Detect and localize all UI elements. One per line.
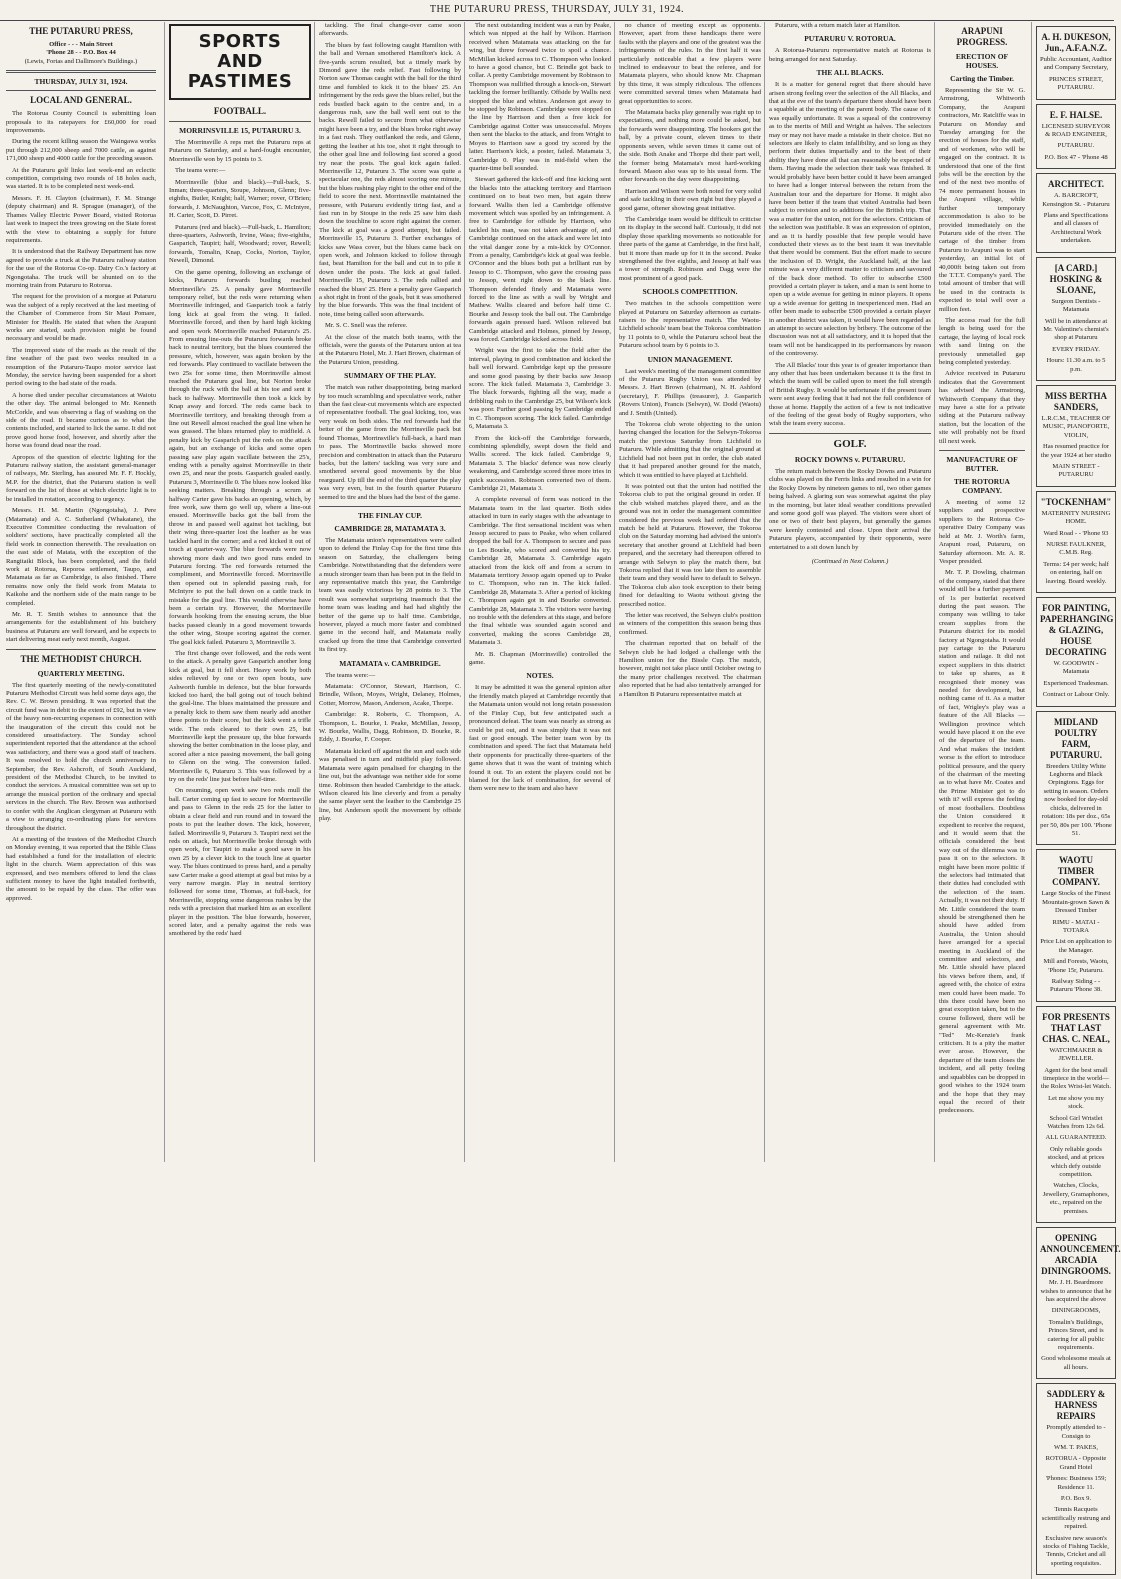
news-paragraph: The Matamata union's representatives were called upon to defend the Finlay Cup for the first time this season on Saturday, the challengers being Cambridge. Notwithstanding that the defenders were a much stronger team than has been put in the field in any representative match this year, the Cambridge team was easily victorious by 28 points to 3. The result was somewhat surprising inasmuch that the home team was leading and had had slightly the better of the game up to half time. Cambridge, however, played a much more faster and combined game in the second half, and Matamata really cracked up from the time that Cambridge converted its first try. (319, 536, 461, 654)
football-heading: FOOTBALL. (213, 106, 267, 116)
local-news (6, 110, 156, 644)
teams-line: MATAMATA v. CAMBRIDGE. (339, 658, 441, 668)
news-paragraph: A complete reversal of form was noticed in the Matamata team in the last quarter. Both sides attacked in turn in early stages with the advantage to Cambridge. The first sensational incident was when Jessop secured to pass to Peake, who when collared dropped the ball for A. Thompson to secure and pass to Les Bourke, who scored and converted his try. Cambridge 28, Matamata 3. Cambridge again attacked from the kick off and from a scrum in Matamata territory Jessop again opened up to Peake to C. Thompson, who ran in. The kick failed. Cambridge 28, Matamata 3. After a period of kicking C. Thompson again got in and Bourke converted. Cambridge 28, Matamata 3. The visitors were having no trouble with the defenders at this stage, and before the final whistle was sounded again scored and converted, making the scores Cambridge 28, Matamata 3. (469, 496, 611, 647)
news-paragraph: The next outstanding incident was a run by Peake, which was nipped at the half by Wilson. Harrison received when Matamata was attacking on the far wing, but threw forward twice to spoil a chance. McMillan kicked across to C. Thompson who looked to have a good chance, but C. Brindle got back to collar. A pretty Cambridge movement by Robinson to Thompson was nullified through a knock-on, Stewart tackling the former brilliantly. Offside by Wallis next stopped the blue and whites. Anderson got away to be stopped by Robinson. Cambridge were stopped on the line by Harrison and then a free kick for Cambridge against Cotter was unsuccessful. Moyes then sent the blacks to the attack, and from Wright to Moyes to Harrison saw a good try scored by the latter. Harrison's kick, a poster, failed. Matamata 3, Cambridge 0. Play was in mid-field when the quarter-time bell sounded. (469, 22, 611, 172)
news-paragraph: Advice received in Putaruru indicates that the Government has advised the Armstrong, Whitworth Company that they may have a site for a private siding at the Putaruru railway station, but the location of the site will probably not be fixed till next week. (939, 370, 1025, 445)
news-paragraph: Messrs. H. M. Martin (Ngongotaha), J. Pere (Matamata) and A. C. Sutherland (Whakatane), the Executive Committee conducting the revaluation of soldiers' sections, have practically completed all the field work in connection therewith. The revaluation on the east side of Matata, with the exception of the Rangitaiki Block, has been completed, and the field work at Rotorua, Reporoa settlement, Taupo, and Matamata as far as Cambridge, is also finished. There remains now only the field work from Matata to Kaikohe and the northern side of the main range to be completed. (6, 507, 156, 607)
rotorua-heading: PUTARURU V. ROTORUA. (804, 34, 896, 44)
news-paragraph: The request for the provision of a morgue at Putaruru was the subject of a reply received at the last meeting of the Chamber of Commerce from Sir Maui Pomare, Minister for Health. He stated that when the Arapuni works are started, such provision might be found necessary and would be made. (6, 293, 156, 343)
notes-heading: NOTES. (526, 671, 554, 681)
news-paragraph: Putaruru, with a return match later at Hamilton. (775, 22, 901, 29)
news-paragraph: On the game opening, following an exchange of kicks, Putaruru forwards bustling reached Morrinsville's 25. A penalty gave Morrinsville temporary relief, but the reds were returning when Morrinsville infringed, and Gasparich took a fairly long kick at goal from the wing. It failed. Morrinsville forced, and then by hard high kicking and open work Morrinsville reached Putaruru's 25. From ensuing line-outs the Putaruru forwards broke back to neutral territory, but the blues countered the pressure, which, however, was again broken by the red forwards. Play continued to vacillate between the two 25s for some time, then Morrinsville almost reached the Putaruru goal line, but Norton broke through the ruck with the ball at his toe and sent it back to halfway. Morrinsville then took a kick by Knap away and forced. The reds came back to Morrinsville territory, and breaking through from a line out Rewell almost reached the goal line when he was grassed. The blues returned play to midfield. A penalty kick by Gasparich put the reds on the attack again, but an exchange of kicks and some open passing saw play again vacillate between the 25's, ending with a penalty against Morrinsville in their own 25, and near the posts. Gasparich goaled easily. Putaruru 3, Morrinsville 0. The blues now looked like seeking matters. Breaking through a scrum at halfway Carter gave his backs an opening, which, by free work, saw them go well up, where a line-out ensued. Morrinsville backs got the ball from the throw in and passed well against hot tackling, but their wing three-quarter lost the leather as he was tackled hard in the corner; and a red kicked it out of touch at quarter-way. The blue forwards were now showing more dash and two good runs ended in Putaruru forcing. The red forwards returned the compliment, and Morrinsville forced. Morrinsville then opened out in splendid passing rush, for McIntyre to put the ball down on a cattle track in mistake for the goal line. This would otherwise have been a certain try. However, the Morrinsville forwards hooking from the ensuing scrum, the blue backs passed cleanly in a good movement towards the other wing, Stoupe scoring against the corner. The goal kick failed. Putaruru 3, Morrinsville 3. (169, 268, 311, 646)
ad-block: [A CARD.] HOSKING & SLOANE, Surgeon Dentists - Matamata Will be in attendance at Mr. Valentine's chemist's shop at Putaruru EVERY FRIDAY. Hours: 11.30 a.m. to 5 p.m. (1036, 257, 1116, 381)
ads-column (1031, 22, 1121, 1579)
news-paragraph: It is understood that the Railway Department has now agreed to provide a truck at the Putaruru railway station for the use of the Rotorua Co-op. Dairy Co.'s factory at Ngongotaha. The truck will be shunted on to the morning train from Putaruru to Rotorua. (6, 248, 156, 289)
news-paragraph: At a meeting of the trustees of the Methodist Church on Monday evening, it was reported that the Bible Class had established a fund for the installation of electric light in the church. Warm appreciation of this was expressed, and two members offered to lend the class sufficient money to have the light installed forthwith, the amount to be repaid by the class. The offer was approved. (6, 835, 156, 902)
news-paragraph: The blues by fast following caught Hamilton with the ball and Vernan smothered Hamilton's kick. A five-yards scrum resulted, but a timely mark by Dimond gave the reds relief. Fast following by Norton saw Thomas caught with the ball for the third time and fumbled to kick it to the blues' 25. An infringement by the reds gave the blues relief, but the reds bustled back again to the centre and, in a dangerous rush, saw the ball well sent out to the backs. Rewell failed to secure from what otherwise might have been a try, and the blues broke right away in a fast rush. They outflanked the reds, and Glenn, getting the leather at his toe, shot it right through to the other goal line and following fast scored a good try near the posts. The goal kick again failed. Morrinsville 12, Putaruru 3. The score was quite a spectacular one, the reds almost scoring one minute, but the blues rushing play right to the other end of the field to score the next. Morrinsville maintained the pressure, with Putaruru evidently tiring fast, and a fast run in by Stoupe in the reds 25 saw him dash down the touchline to score right against the corner. The kick at goal was a good attempt, but failed. Morrinsville 15, Putaruru 3. Further exchanges of kicks saw Wass cover, but the blues came back on open work, and Johnson kicked to follow through fast, beat Hamilton for the ball and cut in to pile it down under the posts. The kick at goal failed. Morrinsville 15, Putaruru 3. The reds rallied and reached the blues' 25. Here a penalty gave Gasparich a shot right in front of the goals, but it was smothered by the blue forwards. This was the final incident of note, time being called soon afterwards. (319, 41, 461, 318)
news-paragraph: From the kick-off the Cambridge forwards, combining splendidly, swept down the field and Wallis scored. The kick failed. Cambridge 9, Matamata 3. The blacks' defence was now clearly weakening, and Cambridge scored three more tries in quick succession. Robinson converted two of them. Cambridge 21, Matamata 3. (469, 434, 611, 492)
news-paragraph: The improved state of the roads as the result of the fine weather of the past two weeks resulted in a resumption of the Putaruru-Taupo motor service last Monday, the service having been suspended for a short period owing to the bad state of the roads. (6, 346, 156, 388)
date-line: THURSDAY, JULY 31, 1924. (34, 77, 128, 87)
news-paragraph: Last week's meeting of the management committee of the Putaruru Rugby Union was attended by Messrs. J. Hart Brown (chairman), N. H. Ashford (secretary), F. Phillips (treasurer), J. Gasparich (Rovers Union), Francis (Selwyn), W. Dodd (Waotu) and J. Smith (United). (619, 367, 761, 417)
news-paragraph: Putaruru (red and black).—Full-back, L. Hamilton; three-quarters, Ashworth, Irvine, Wass; five-eighths, Gasparich, Taupiri; half, Woodward; rover, Rewell; forwards, Tomalin, Knap, Cocks, Norton, Taylor, Newell, Dimond. (169, 223, 311, 265)
news-paragraph: Harrison and Wilson were both noted for very solid and safe tackling in their own right but they played a good game, oftener showing great initiative. (619, 187, 761, 212)
ad-block: E. F. HALSE. LICENSED SURVEYOR & ROAD ENGINEER, PUTARURU. P.O. Box 47 - 'Phone 48 (1036, 104, 1116, 170)
news-paragraph: The Matamata backs play generally was right up to expectations, and nothing more could be asked, but the forwards were disappointing. The hookers got the ball, by a private count, eleven times to their opponents seven, while seven times it came out of the side. Both Anake and Thorpe did their part well, the former being Matamata's most hard-working forward. Mason also was up to his usual form. The other forwards on the day were disappointing. (619, 109, 761, 184)
golf-heading: GOLF. (833, 437, 867, 450)
ad-block: ARCHITECT. A. BARCROFT, Kensington St. - Putaruru Plans and Specifications and all classes of Architectural Work undertaken. (1036, 173, 1116, 252)
news-paragraph: Two matches in the schools competition were played at Putaruru on Saturday afternoon as curtain-raisers to the representative match. The Waotu-Lichfield schools' team beat the Tokoroa combination by 11 points to 0, while the Putaruru school beat the Putaruru school team by 6 points to 3. (619, 300, 761, 350)
divider (6, 90, 156, 91)
divider (939, 450, 1025, 451)
news-paragraph: Representing the Sir W. G. Armstrong, Whitworth Company, the Arapuni contractors, Mr. Ratcliffe was in Putaruru on Monday and Tuesday arranging for the erection of houses for the staff, and of workmen, who will be engaged on the contract. It is understood that one of the first jobs will be the erection by the end of the next two months of 74 more permanent houses in the Arapuni village, while further temporary accommodation is also to be provided immediately on the Putaruru side of the river. The cartage of the timber from Putaruru to Arapuni was to start yesterday, an initial lot of 40,000ft being taken out from the T.T.T. Company's yard. The total amount of timber that will be used in the contracts is expected to total well over a million feet. (939, 87, 1025, 313)
arapuni-subheading-2: Carting the Timber. (950, 74, 1014, 83)
divider (169, 121, 311, 122)
union-heading: UNION MANAGEMENT. (647, 354, 733, 364)
news-paragraph: The access road for the full length is being used for the cartage, the laying of local rock with sand lining on the previously unmetalled gap being completed yesterday. (939, 316, 1025, 366)
news-paragraph: Cambridge: R. Roberts, C. Thompson, A. Thompson, L. Bourke, I. Peake, McMillan, Jessop, W. Bourke, Wallis, Dagg, Robinson, D. Bourke, R. Eddy, J. Bourke, F. Cooper. (319, 711, 461, 744)
column-6 (764, 22, 935, 1162)
butter-heading: MANUFACTURE OF BUTTER. (946, 455, 1018, 474)
local-heading: LOCAL AND GENERAL. (30, 95, 132, 106)
column-3 (314, 22, 465, 1162)
news-paragraph: It is a matter for general regret that there should have arisen strong feeling over the selection of the All Blacks, and that at the eve of the team's departure there should have been a squabble at the meeting of the parent body. The cause of it was equally unfortunate. It was a squeal of the controversy as to the merits of Mill and Wright as halves. The selectors may or may not have made a mistake in their choice. But no selectors are likely to claim infallibility, and so long as they perform their duties impartially and to the best of their ability they have done all that can reasonably be expected of them. Having made the selection their task was finished. It would probably have been better could it have been arranged to have had a longer interval between the return from the Australian tour and the departure for Home. It might also have been better if the team that visited Australia had been subject to revision and to additions for the British trip. That was a matter for the union, not for the selectors. Criticism of the selection was justifiable. It was an expression of opinion, and as it is hardly possible that few people would have conducted their views as to the best team it was inevitable that there would be comment. But the effort made to secure the inclusion of D. Wright, the Auckland half, at the last minute was a very different matter to criticism and savoured of the back door method. To offer to subscribe £500 provided a certain player is taken, and a man is sent home to open up a wide avenue for getting in minor players. It opens up a wide avenue for getting in inexperienced men. Had an offer been made to subscribe £500 provided a certain player in another district was taken, it would have been regarded as an attempt to secure selection by bribery. The outcome of the discussion was not at all satisfactory, and it is hoped that the team will not be handicapped in its performances by reason of the controversy. (769, 81, 931, 358)
partners-line: (Lewis, Fortas and Dallimore's Buildings.) (24, 57, 138, 65)
news-paragraph: no chance of meeting except as opponents. However, apart from these handicaps there were faults with the players and one of the greatest was the infringements of the rules. In the first half it was particularly noticeable that a few players were inclined to endeavour to beat the referee, and for Matamata players, who should know Mr. Chapman by this time, it was simply ridiculous. The offences were committed several times when Matamata had great opportunities to score. (619, 22, 761, 105)
news-paragraph: During the recent killing season the Waingawa works put through 212,000 sheep and 7000 cattle, as against 171,000 sheep and 4000 cattle for the preceding season. (6, 138, 156, 163)
news-paragraph: The match was rather disappointing, being marked by too much scrambling and speculative work, rather than the fast clear-cut movements which are expected of representative football. The goal kicking, too, was very weak on both sides. The red forwards had the better of the game from the Morrinsville pack but found Thomas, Morrinsville's full-back, a hard man to pass. The Morrinsville backs showed more precision and combination in attack than the Putaruru backs, but the latters' tackling was very sure and smothered several good movements by the blue rearguard. Up till the end of the third quarter the play was very even, but in the fourth quarter Putaruru seemed to tire and the blues had the best of the game. (319, 384, 461, 501)
ad-block: MISS BERTHA SANDERS, L.R.C.M., TEACHER OF MUSIC, PIANOFORTE, VIOLIN, Has resumed practice for the year 1924 at her studio MAIN STREET - PUTARURU (1036, 385, 1116, 487)
news-paragraph: The Cambridge team would be difficult to criticise on its display in the second half. Curiously, it did not display those sparkling movements so noticeable for three parts of the game at Cambridge, in the first half, but it more than made up for it in the second. Peake strengthened the five eighths, and Jessop at half was a tower of strength. Robinson and Dagg were the most prominent of a good pack. (619, 215, 761, 282)
news-paragraph: Morrinsville (blue and black).—Full-back, S. Inman; three-quarters, Stoupe, Johnson, Glenn; five-eighths, Butler, Knight; half, Warner; rover, O'Brien; forwards, J. McNaughton, Varcoe, Fox, C. McIntyre, H. Carter, Scott, D. Pirret. (169, 178, 311, 220)
golf-match-line: ROCKY DOWNS v. PUTARURU. (794, 454, 906, 464)
paper-name: THE PUTARURU PRESS, (29, 26, 133, 36)
news-paragraph: Apropos of the question of electric lighting for the Putaruru railway station, the assistant general-manager of railways, Mr. Sterling, has assured Mr. F. F. Hockly, M.P. for the district, that the Putaruru station is well forward on the list of those at which electric light is to be installed in rotation, according to urgency. (6, 453, 156, 503)
news-paragraph: tackling. The final change-over came soon afterwards. (319, 22, 461, 38)
column-7-inner (939, 22, 1121, 1579)
news-paragraph: The All Blacks' tour this year is of greater importance than any other that has been undertaken because it is the first in which the team will be called upon to meet the full strength of British Rugby. It would be unfortunate if the present team were sent away feeling that it had not the full confidence of those at home. Happily the action of a few is not indicative of the feeling of the great body of Rugby supporters, who wish the team every success. (769, 361, 931, 428)
news-paragraph: The teams were:— (175, 167, 226, 175)
news-paragraph: Mr. B. Chapman (Morrinsville) controlled the game. (469, 650, 611, 667)
match-line: MORRINSVILLE 15, PUTARURU 3. (179, 126, 301, 135)
news-paragraph: Mr. T. P. Dowling, chairman of the company, stated that there would still be a further payment of 1s per butterfat received during the past season. The company was willing to take cream supplies from the Putaruru district for its model factory at Ngongotaha. It would pay cartage to the Putaruru station and railage. It did not expect suppliers in this district to take up shares, as it recognised their money was needed for development, but nothing came of it. As a matter of fact, Wrigley's play was a feature of the All Blacks — Wellington province which would have placed it on the eve of the departure of the team. And what makes the incident worse is the effort to introduce political pressure, and the query of the chairman of the meeting as to what have Mr. Coates and the Prime Minister got to do with it? will express the feeling of most footballers. Doubtless the Union considered it expedient to receive the request, and it would seem that the officials considered the best way out of the dilemma was to pass it on to the selectors. It might have been more politic if the selectors had intimated that their duties had concluded with the selection of the team. Actually, it was not their duty. If Mr. Little considered the team should be strengthened then he should have added from Australia, the Union should have arranged for a special meeting in Auckland of the committee and selectors, and Mr. Little should have placed his views before them, and, if agreed with, the choice of extra men could have been made. To this there could have been no great exception taken, but to the course followed, there will be general agreement with Mr. "Ted" Mc-Kenzie's frank criticism. It is a pity the matter ever arose. However, the departure of the team closes the incident, and all petty feeling and squabbles can be dropped in good wishes to the 1924 team and the hope that they may equal the record of their predecessors. (939, 569, 1025, 1115)
divider (6, 70, 156, 73)
divider (769, 433, 931, 434)
arapuni-subheading: ERECTION OF HOUSES. (955, 52, 1009, 70)
column-2 (164, 22, 315, 1162)
ad-block: A. H. DUKESON, Jun., A.F.A.N.Z. Public Accountant, Auditor and Company Secretary, PRINCES STREET, PUTARURU. (1036, 26, 1116, 100)
column-4 (464, 22, 615, 1162)
ad-block: OPENING ANNOUNCEMENT. ARCADIA DININGROOMS. Mr. J. H. Beardmore wishes to announce that he has acquired the above DININGROOMS, Tomalin's Buildings, Princes Street, and is catering for all public requirements. Good wholesome meals at all hours. (1036, 1227, 1116, 1379)
news-paragraph: At the Putaruru golf links last week-end an eclectic competition, comprising two rounds of 18 holes each, was started. It is to be completed next week-end. (6, 166, 156, 191)
office-line: Office - - - Main Street (49, 41, 113, 48)
ad-block: SADDLERY & HARNESS REPAIRS Promptly attended to - Consign to WM. T. PAKES, ROTORUA - Opposite Grand Hotel 'Phones: Business 159; Residence 11. P.O. Box 9. Tennis Racquets scientifically restrung and repaired. Exclusive new season's stocks of Fishing Tackle, Tennis, Cricket and all sporting requisites. (1036, 1383, 1116, 1575)
news-paragraph: The letter was received, the Selwyn club's position as winners of the competition this season being thus confirmed. (619, 612, 761, 636)
news-paragraph: Mr. S. C. Snell was the referee. (325, 322, 408, 330)
schools-heading: SCHOOLS COMPETITION. (642, 287, 738, 297)
column-1 (6, 22, 160, 1162)
news-paragraph: A meeting of some 12 suppliers and prospective suppliers to the Rotorua Co-operative Dairy Company was held at Mr. J. Worth's farm, Arapuni road, Putaruru, on Saturday afternoon. Mr. A. R. Vesper presided. (939, 499, 1025, 565)
ad-block: WAOTU TIMBER COMPANY. Large Stocks of the Finest Mountain-grown Sawn & Dressed Timber RIMU - MATAI - TOTARA Price List on application to the Manager. Mill and Forests, Waotu, 'Phone 15r, Putaruru. Railway Siding - - Putaruru 'Phone 38. (1036, 849, 1116, 1001)
news-paragraph: A Rotorua-Putaruru representative match at Rotorua is being arranged for next Saturday. (769, 47, 931, 63)
news-paragraph: Stewart gathered the kick-off and fine kicking sent the blacks into the attacking territory and Harrison continued on to beat two men, but again threw forward. Wallis then led a Cambridge offensive movement which was spoiled by an infringement. A free to Cambridge for offside by Harrison, who tackled his man, was not taken advantage of, and Cambridge continued on the attack and were let into the vital danger zone by a mis-kick by O'Connor. From a penalty, Cambridge's kick at goal was feeble. O'Connor and the blues both put a brilliant run by Jessop to C. Thompson, who gave the crossing pass to Jessop, went right down to the black line. Thompson defended finely and Matamata were forced to the line as with a wall by Wright and Mathew. Wallis cleared and before half time C. Bourke and Jessop took the ball out. The Cambridge forwards again pressed hard. Wilson relieved but Cambridge attacked and Holmes, pinned by Jessop, was forced. Cambridge kicked across field. (469, 176, 611, 344)
column-7 (934, 22, 1121, 1567)
news-paragraph: Matamata kicked off against the sun and each side was penalised in turn and midfield play followed. Matamata were again penalised for charging in the line out, but the advantage was neither side for some time. Robinson then headed Cambridge to the attack. Wilson cleared his line cleverly and from a penalty the same player sent the leather to the Cambridge 25 line, but Anderson spoilt the movement by offside play. (319, 747, 461, 823)
news-paragraph: At the close of the match both teams, with the officials, were the guests of the Putaruru union at tea at the Putaruru Hotel, Mr. J. Hart Brown, chairman of the Putaruru Union, presiding. (319, 333, 461, 366)
methodist-subheading: QUARTERLY MEETING. (37, 668, 125, 678)
news-paragraph: It was pointed out that the union had notified the Tokoroa club to put the original ground in order. If the club wished matches played there, and as the ground was not in order the management committee considered the previous week had ordered that the match be held at Putaruru. However, the Tokoroa club on the Saturday morning had advised the union's secretary that another ground at Lichfield had been prepared, and the secretary had thereupon offered to arrange with Selwyn to play the match there, but Tokoroa replied that it was too late then to assemble their team and they would have to default to Selwyn. The Tokoroa club also took exception to their being fined for defaulting to Waotu without giving the prescribed notice. (619, 482, 761, 608)
summary-heading: SUMMARY OF THE PLAY. (344, 371, 436, 381)
arapuni-heading: ARAPUNI PROGRESS. (956, 26, 1008, 47)
news-paragraph: It may be admitted it was the general opinion after the friendly match played at Cambridge recently that the Matamata union would not long retain possession of the Finlay Cup, but few anticipated such a pronounced defeat. The team was nearly as strong as could be put out, and it was simply that it was not fast or good enough. The better team won by its combination and speed. The fact that Matamata held their opponents for practically three-quarters of the game shows that it was the want of training which found it out. To an extent the players could not be blamed for the lack of combination, for several of them were new to the team and also have (469, 684, 611, 793)
news-paragraph: Mr. R. T. Smith wishes to announce that the arrangements for the establishment of his butchery business at Putaruru are well forward, and he expects to start delivering meat early next month, August. (6, 610, 156, 644)
news-paragraph: On resuming, open work saw two reds mull the ball. Carter coming up fast to secure for Morrinsville and pass to Glenn in the reds 25 for the latter to obtain a clear field and run round and in toward the posts to put the leather down. The kick, however, failed. Morrinsville 9, Putaruru 3. Taupiri next set the reds on attack, but Morrinsville broke through with open work, for Taupiri to make a good save in his own 25 by a clever kick to the touch line at quarter way. The blues continued to press hard, and a penalty saw Carter make a good attempt at goal but miss by a very narrow margin. Play in neutral territory followed for some time, Thomas, at full-back, for Morrinsville, stopping some dangerous rushes by the reds with a precision that marked him as an excellent player in the position. The blue forwards, however, scored later, and a penalty against the reds was smothered by the reds' hard (169, 787, 311, 938)
ad-block: MIDLAND POULTRY FARM, PUTARURU. Breeders Utility White Leghorns and Black Orpingtons. Eggs for setting in season. Orders now booked for day-old chicks, delivered in rotation: 18s per doz., 65s per 50, 80s per 100. 'Phone 51. (1036, 711, 1116, 846)
methodist-heading: THE METHODIST CHURCH. (20, 653, 142, 664)
news-paragraph: The chairman reported that on behalf of the Selwyn club he had lodged a challenge with the Hamilton union for the Bissle Cup. The match, however, might not take place until October owing to the many prior challenges received. The chairman also reported that he had also tentatively arranged for a Hamilton B Putaruru representative match at (619, 640, 761, 698)
news-paragraph: Messrs. F. H. Clayton (chairman), F. M. Strange (deputy chairman) and R. Sprague (manager), of the Thames Valley Electric Power Board, visited Rotorua last week to inspect the trees growing on the State forest with the view to obtaining a supply for future requirements. (6, 194, 156, 244)
sports-title: SPORTS AND PASTIMES (169, 24, 311, 100)
news-paragraph: Wright was the first to take the field after the interval, playing in good combination and kicked the ball well forward. Cambridge kept up the pressure and some good passing by their backs saw Jessop score. The kick failed. Matamata 3, Cambridge 3. The black forwards, fighting all the way, made a dribbling rush to the Cambridge 25, but Wilson's kick was poor. Further good passing by Cambridge ended in C. Thompson scoring. The kick failed. Cambridge 6, Matamata 3. (469, 347, 611, 431)
news-paragraph: The first quarterly meeting of the newly-constituted Putaruru Methodist Circuit was held some days ago, the Rev. C. W. Brown presiding. It was reported that the circuit fund was in debit to the extent of £92, but in view of the heavy non-recurring expenses in connection with the inauguration of the circuit this could not be considered unsatisfactory. The Sunday school superintendent reported that the attendance at the school was satisfactory, and there was a good staff of teachers. It was resolved to hold the church anniversary in September, the Rev. Ashcroft, of South Auckland, president of the Methodist Church, to be invited to conduct the services. A musical committee was set up to arrange the musical portion of the ordinary and special services in the church. The Rev. Brown was authorised to confer with the Anglican clergyman at Putaruru with a view to arranging co-ordinating plans for services throughout the district. (6, 681, 156, 832)
news-subcolumn (939, 22, 1025, 1579)
news-paragraph: The first change over followed, and the reds went to the attack. A penalty gave Gasparich another long kick at goal, but it fell short. Heavy work by both sides relieved by one or two open bouts, saw Ashworth fumble in defence, but the blue forwards kicked too hard, the ball going out of touch behind the goal-line. The blues maintained the pressure and a penalty kick to them saw them nearly add another three points to their score, but the kick went a trifle wide. The reds cleared to their own 25, but Morrinsville kept the pressure up, the blue forwards showing the better combination in the loose play, and scored after a nice passing movement, the ball going to Glenn on the wing. The conversion failed. Morrinsville 6, Putaruru 3. This was followed by a try on the reds' line just before half-time. (169, 649, 311, 784)
news-paragraph: Matamata: O'Connor, Stewart, Harrison, C. Brindle, Wilson, Moyes, Wright, Delaney, Holmes, Cotter, Morrow, Mason, Anderson, Acake, Thorpe. (319, 683, 461, 707)
column-5 (614, 22, 765, 1162)
phone-line: 'Phone 28 - - P.O. Box 44 (46, 49, 116, 57)
divider (6, 649, 156, 650)
news-paragraph: A horse died under peculiar circumstances at Waiotu the other day. The animal belonged to Mr. Kenneth McCorkle, and was observing a flag of washing on the side of the road. It became curious as to what the contents included, and started to lick the same. It did not prove good horse food, however, and shortly after the horse was found dead near the road. (6, 391, 156, 450)
ad-block: FOR PAINTING, PAPERHANGING & GLAZING, HOUSE DECORATING W. GOODWIN - Matamata Experienced Tradesman. Contract or Labour Only. (1036, 597, 1116, 707)
butter-subheading: THE ROTORUA COMPANY. (954, 477, 1010, 496)
news-paragraph: The Rotorua County Council is submitting loan proposals to its ratepayers for £60,000 for road improvements. (6, 110, 156, 135)
divider (319, 506, 461, 507)
news-paragraph: The return match between the Rocky Downs and Putaruru clubs was played on the Ferris links and resulted in a win for the Rocky Downs by nineteen games to nil, two other games being halved. A glaring sun was somewhat against the play in the morning, but later ideal weather conditions prevailed and some good golf was played. The visitors were short of one or two of their best players, but generally the games were keenly contested and close. Upon their arrival the Putaruru players, accompanied by their opponents, were entertained to a sit down lunch by (769, 467, 931, 551)
news-paragraph: The Tokoroa club wrote objecting to the union having changed the location for the Selwyn-Tokoroa match the previous Saturday from Lichfield to Putaruru. While admitting that the original ground at Lichfield had not been put in order, the club stated that it had prepared another ground for the match, which it was entitled to have played at Lichfield. (619, 421, 761, 479)
news-paragraph: The teams were:— (325, 671, 376, 679)
news-paragraph: The Morrinsville A reps met the Putaruru reps at Putaruru on Saturday, and a hard-fought encounter, Morrinsville won by 15 points to 3. (169, 139, 311, 163)
ad-block: FOR PRESENTS THAT LAST CHAS. C. NEAL, WATCHMAKER & JEWELLER. Agent for the best small timepiece in the world—the Rolex Wrist-let Watch. Let me show you my stock. School Girl Wristlet Watches from 12s 6d. ALL GUARANTEED. Only reliable goods stocked, and at prices which defy outside competition. Watches, Clocks, Jewellery, Gramaphones, etc., repaired on the premises. (1036, 1006, 1116, 1223)
masthead: THE PUTARURU PRESS, THURSDAY, JULY 31, 1924. (0, 4, 1114, 21)
finlay-match-line: CAMBRIDGE 28, MATAMATA 3. (334, 523, 446, 533)
continued-note: (Continued in Next Column.) (811, 557, 889, 565)
finlay-heading: THE FINLAY CUP. (358, 510, 422, 520)
ad-block: "TOCKENHAM" MATERNITY NURSING HOME. Ward Road - - 'Phone 93 NURSE FAULKNER, C.M.B. Reg. Terms: £4 per week; half on entering, half on leaving. Board weekly. (1036, 491, 1116, 593)
allblacks-heading: THE ALL BLACKS. (816, 68, 884, 78)
